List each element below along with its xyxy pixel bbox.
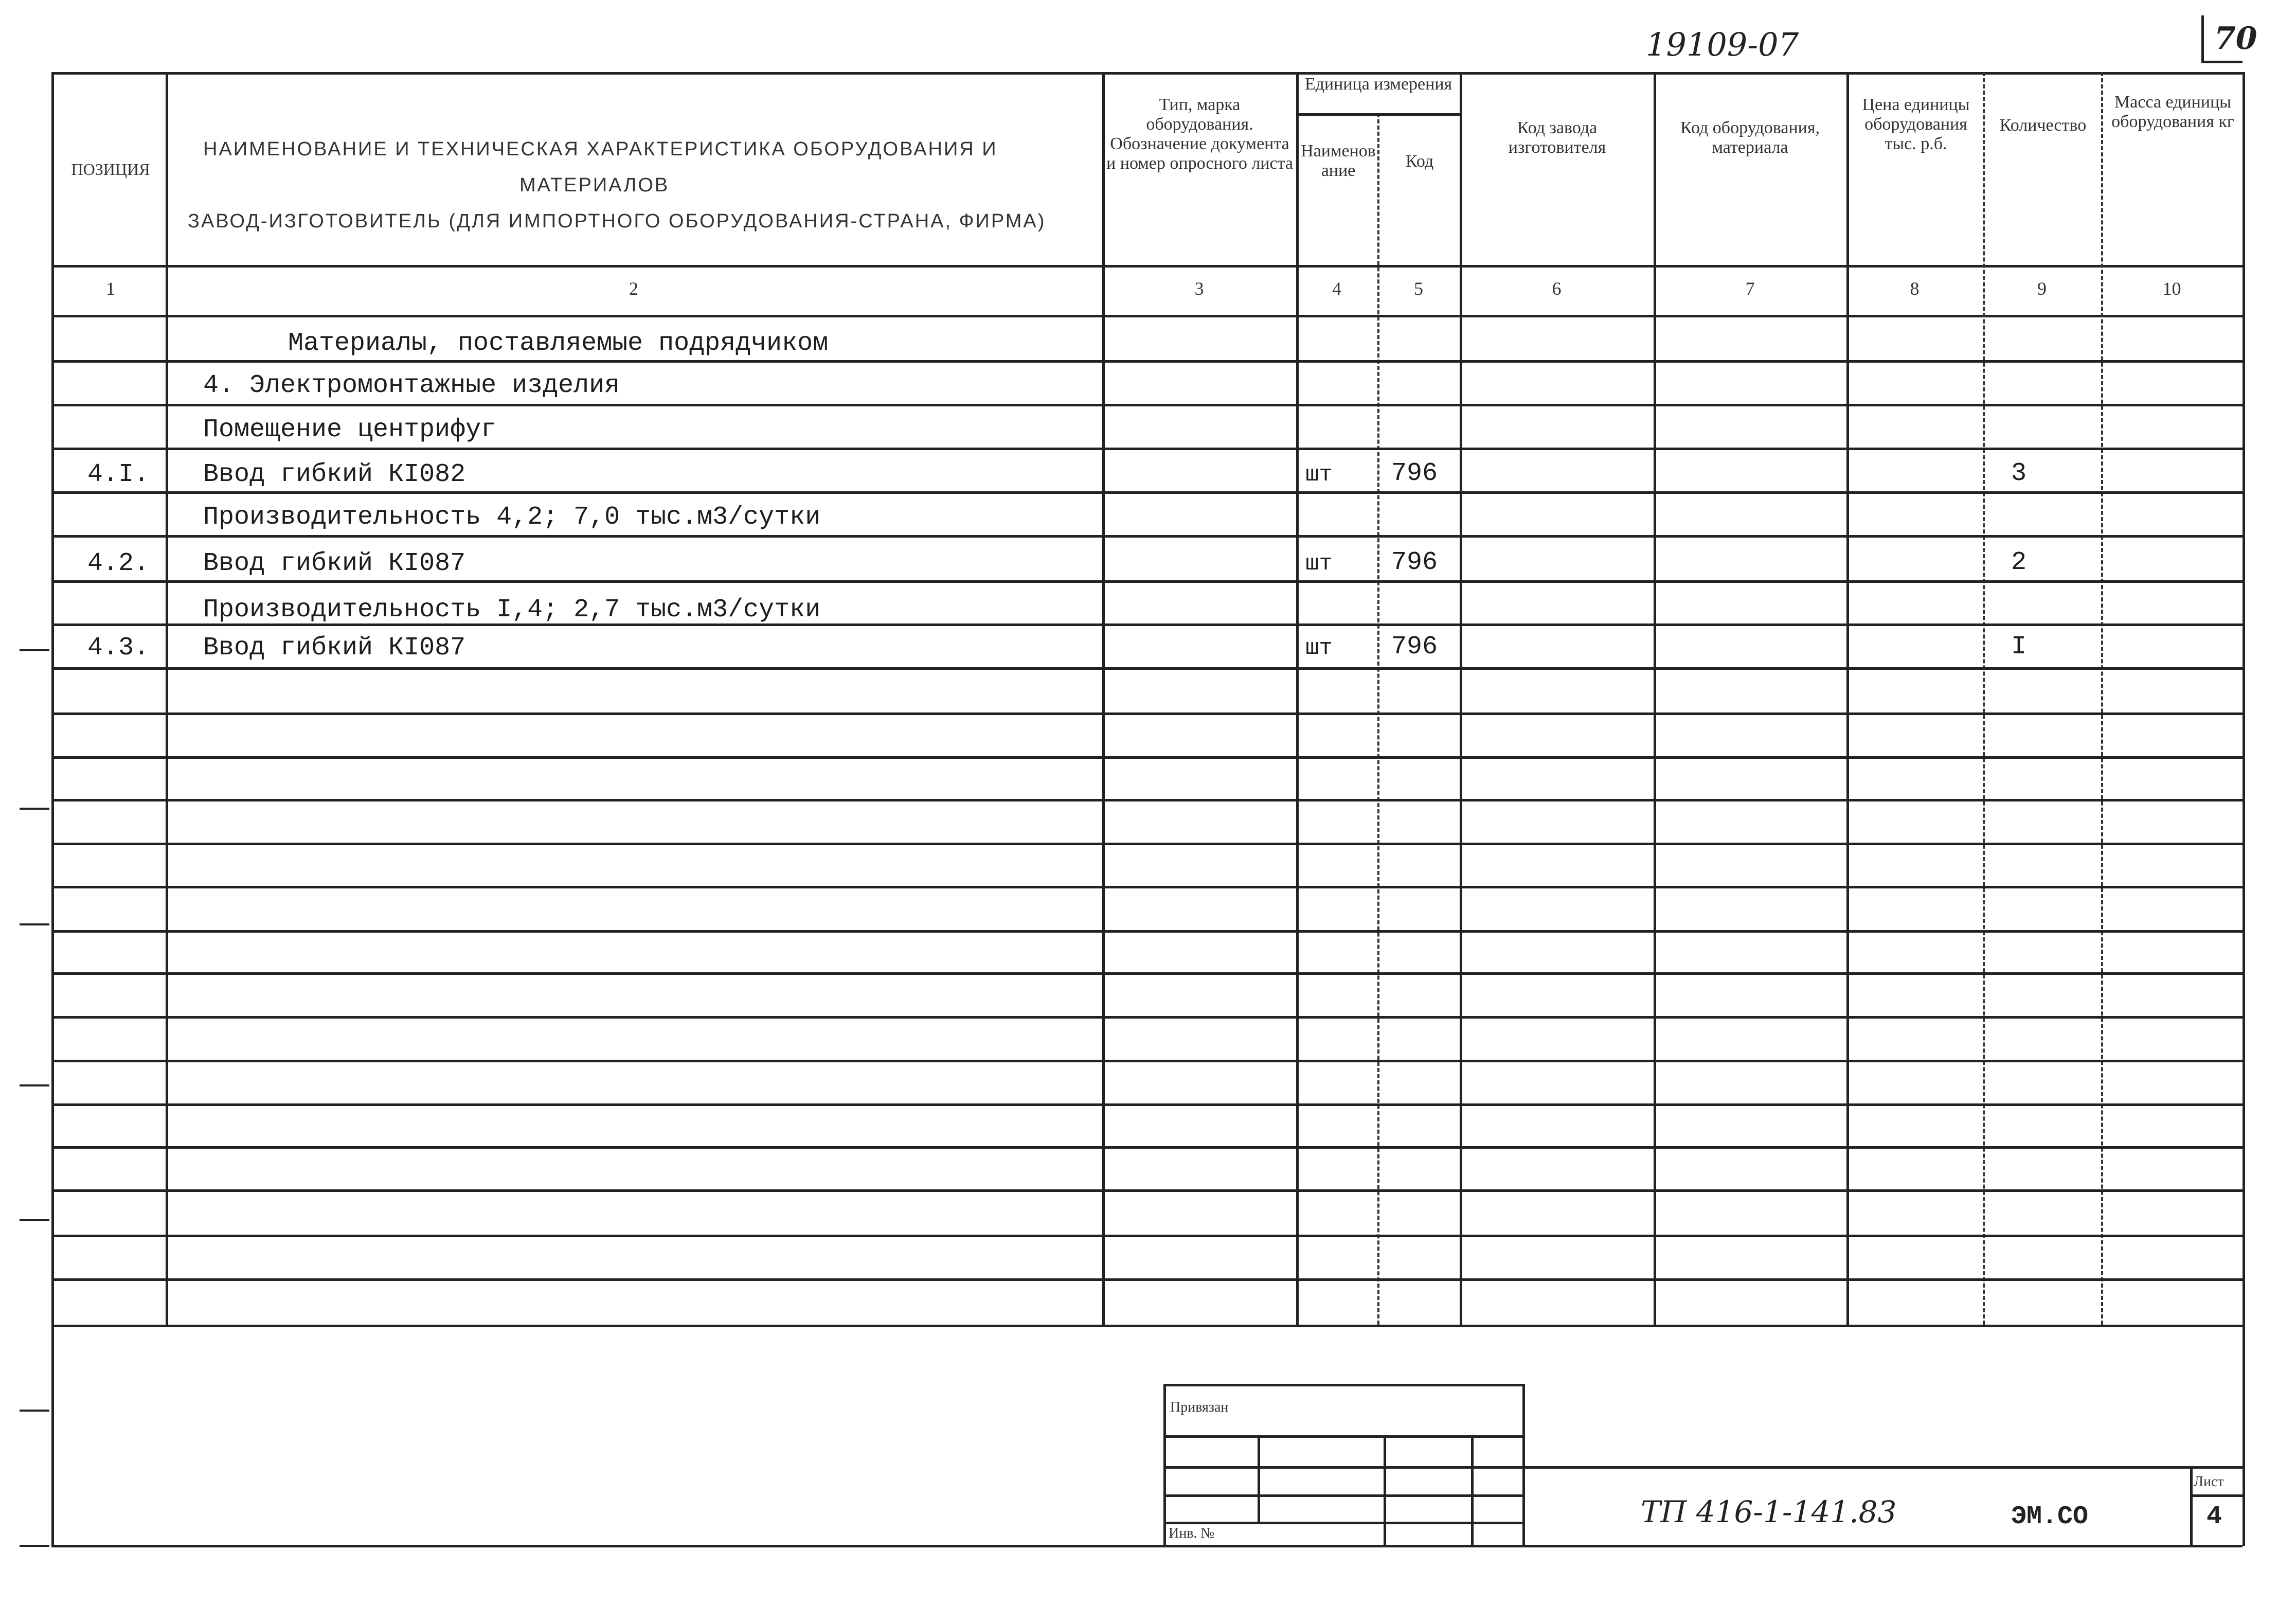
row-3-code: 796: [1391, 459, 1438, 488]
row-rule: [51, 491, 2243, 494]
row-1-name: 4. Электромонтажные изделия: [203, 371, 620, 400]
row-6-name: Производительность I,4; 2,7 тыс.м3/сутки: [203, 595, 821, 625]
col-number-1: 1: [106, 278, 115, 299]
col-number-2: 2: [629, 278, 638, 299]
col-sep-8: [1983, 72, 1985, 1325]
corner-bracket-base: [2201, 61, 2243, 63]
col-header-maker-code: Код завода изготовителя: [1508, 118, 1606, 157]
binding-tick: [20, 1410, 49, 1412]
table-bottom-border: [51, 1545, 2243, 1547]
stamp-document-code: ТП 416-1-141.83: [1641, 1494, 1897, 1529]
row-rule: [51, 1189, 2243, 1192]
binding-tick: [20, 1084, 49, 1086]
row-7-pos: 4.3.: [87, 633, 150, 663]
row-5-unit: шт: [1305, 551, 1333, 577]
row-5-pos: 4.2.: [87, 549, 150, 578]
row-rule: [51, 360, 2243, 363]
row-rule: [51, 1146, 2243, 1149]
col-header-qty: Количество: [1999, 116, 2087, 135]
col-number-5: 5: [1414, 278, 1423, 299]
col-number-4: 4: [1332, 278, 1341, 299]
top-document-number: 19109-07: [1646, 26, 1799, 63]
col-header-mass: Масса единицы оборудования кг: [2111, 93, 2234, 131]
binding-tick: [20, 1219, 49, 1221]
row-rule: [51, 1278, 2243, 1281]
row-rule: [51, 972, 2243, 975]
col-header-equip-code: Код оборудования, материала: [1680, 118, 1820, 157]
binding-tick: [20, 649, 49, 651]
row-rule: [51, 712, 2243, 715]
row-rule: [51, 1016, 2243, 1019]
corner-mark: 70: [2214, 21, 2257, 57]
row-3-qty: 3: [2011, 459, 2027, 488]
table-body-end: [51, 1325, 2243, 1327]
col-number-9: 9: [2037, 278, 2047, 299]
col-number-7: 7: [1745, 278, 1755, 299]
col-header-position: ПОЗИЦИЯ: [71, 160, 150, 179]
table-right-border: [2243, 72, 2245, 1546]
table-top-border: [51, 72, 2243, 75]
row-7-name: Ввод гибкий КI087: [203, 633, 466, 663]
row-rule: [51, 799, 2243, 801]
col-header-name-line1: НАИМЕНОВАНИЕ И ТЕХНИЧЕСКАЯ ХАРАКТЕРИСТИКА ОБОРУДОВАНИЯ И: [203, 138, 998, 160]
binding-tick: [20, 808, 49, 810]
row-5-qty: 2: [2011, 548, 2027, 577]
col-number-3: 3: [1194, 278, 1204, 299]
row-rule: [51, 1060, 2243, 1062]
row-rule: [51, 886, 2243, 888]
row-2-name: Помещение центрифуг: [203, 415, 497, 444]
row-rule: [51, 535, 2243, 538]
col-header-unit-name: Наименование: [1301, 141, 1376, 180]
stamp-attached-label: Привязан: [1170, 1399, 1229, 1415]
col-header-name-line2: МАТЕРИАЛОВ: [519, 174, 670, 196]
col-sep-1: [166, 72, 168, 1325]
row-3-pos: 4.I.: [87, 460, 150, 489]
unit-group-divider: [1296, 113, 1460, 116]
header-bottom-border: [51, 265, 2243, 268]
col-header-unit-group: Единица измерения: [1304, 75, 1452, 94]
col-sep-9: [2101, 72, 2103, 1325]
stamp-sheet-number: 4: [2207, 1502, 2222, 1531]
col-sep-3: [1296, 72, 1299, 1325]
stamp-section: ЭМ.СО: [2011, 1502, 2089, 1531]
row-rule: [51, 448, 2243, 450]
row-4-name: Производительность 4,2; 7,0 тыс.м3/сутки: [203, 503, 821, 532]
row-rule: [51, 667, 2243, 670]
col-number-8: 8: [1910, 278, 1920, 299]
row-5-name: Ввод гибкий КI087: [203, 549, 466, 578]
row-7-qty: I: [2011, 632, 2027, 662]
row-3-name: Ввод гибкий КI082: [203, 460, 466, 489]
row-rule: [51, 756, 2243, 759]
row-rule: [51, 930, 2243, 933]
col-number-10: 10: [2162, 278, 2181, 299]
col-sep-7: [1846, 72, 1849, 1325]
col-header-name-line3: ЗАВОД-ИЗГОТОВИТЕЛЬ (ДЛЯ ИМПОРТНОГО ОБОРУДОВАНИЯ-СТРАНА, ФИРМА): [188, 210, 1046, 232]
col-header-price: Цена единицы оборудования тыс. р.б.: [1862, 95, 1970, 153]
row-rule: [51, 580, 2243, 583]
stamp-inventory-label: Инв. №: [1169, 1525, 1215, 1541]
col-header-type: Тип, марка оборудования. Обозначение документа и номер опросного листа: [1106, 95, 1293, 173]
row-rule: [51, 1235, 2243, 1237]
stamp-sheet-label: Лист: [2194, 1474, 2224, 1490]
col-number-6: 6: [1552, 278, 1562, 299]
row-0-name: Материалы, поставляемые подрядчиком: [288, 329, 829, 358]
row-rule: [51, 1103, 2243, 1106]
row-5-code: 796: [1391, 548, 1438, 577]
colnum-bottom-border: [51, 315, 2243, 317]
row-3-unit: шт: [1305, 462, 1333, 488]
col-header-unit-code: Код: [1405, 152, 1434, 171]
row-7-unit: шт: [1305, 635, 1333, 661]
corner-bracket: [2201, 15, 2204, 62]
binding-tick: [20, 923, 49, 925]
row-rule: [51, 404, 2243, 406]
binding-tick: [20, 1545, 49, 1547]
col-sep-2: [1102, 72, 1105, 1325]
col-sep-5: [1460, 72, 1462, 1325]
row-7-code: 796: [1391, 632, 1438, 662]
col-sep-6: [1654, 72, 1656, 1325]
row-rule: [51, 843, 2243, 845]
